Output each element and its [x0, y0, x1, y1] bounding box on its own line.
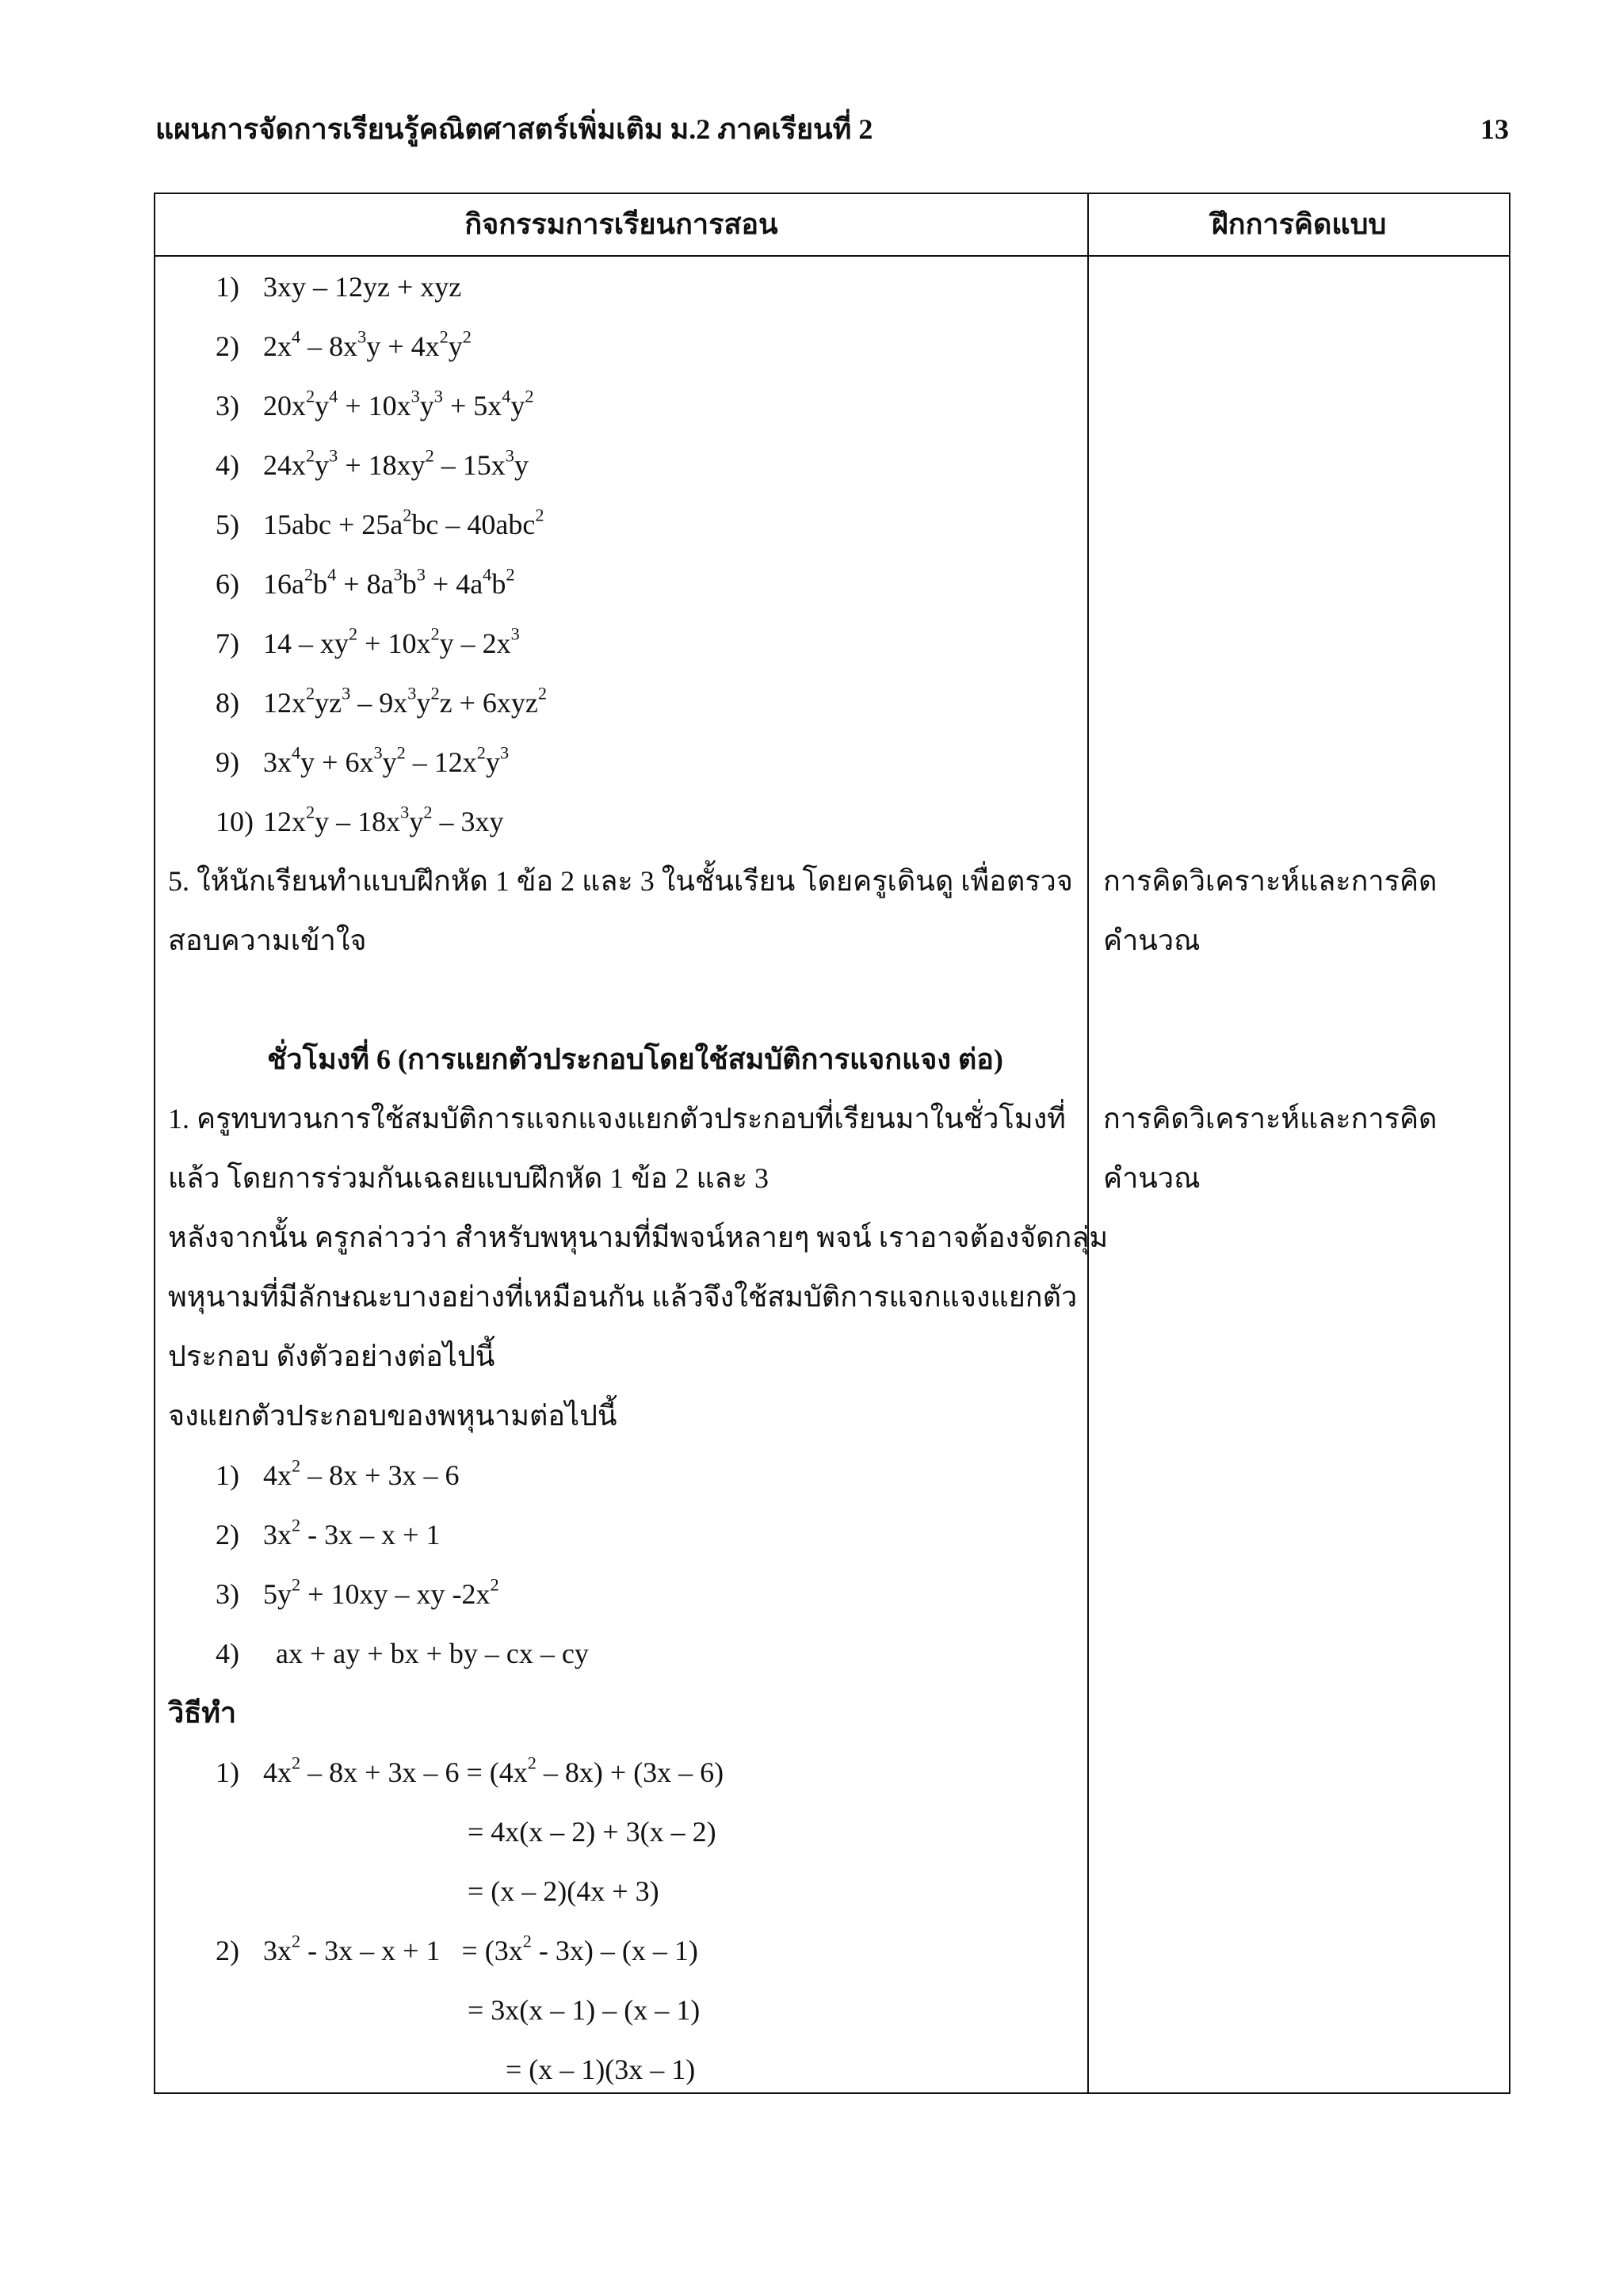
solution-2-step-1 — [216, 1931, 698, 1970]
math-expression: $4x^2 - 8x + 3x - 6 = (4x^2 - 8x) + (3x - 6)$ — [263, 1753, 724, 1788]
math-expression: $3x^2 - 3x - x + 1 = (3x^2 - 3x) - (x - 1)$ — [263, 1931, 698, 1966]
header-activities: กิจกรรมการเรียนการสอน — [464, 208, 778, 240]
hour6-para-line-5: ประกอบ ดังตัวอย่างต่อไปนี้ — [168, 1341, 495, 1372]
example-number: 1) — [216, 1459, 239, 1491]
step5-line-2: สอบความเข้าใจ — [168, 925, 367, 956]
solution-number: 2) — [216, 1935, 239, 1966]
exercise-number: 3) — [216, 390, 239, 421]
math-expression: $4x^2 - 8x + 3x - 6$ — [263, 1455, 460, 1491]
exercise-number: 8) — [216, 687, 239, 719]
page-number: 13 — [1480, 113, 1509, 145]
solution-1-step-1 — [216, 1753, 724, 1792]
solution-2-step-3: = (x – 1)(3x – 1) — [506, 2054, 696, 2085]
exercise-number: 2) — [216, 330, 239, 362]
hour6-title: ชั่วโมงที่ 6 (การแยกตัวประกอบโดยใช้สมบัติการแจกแจง ต่อ) — [267, 1043, 1003, 1075]
example-number: 3) — [216, 1578, 239, 1610]
math-expression: $3x^2 - 3x - x + 1$ — [263, 1515, 441, 1550]
exercise-3 — [216, 386, 534, 425]
hour6-para-line-3: หลังจากนั้น ครูกล่าวว่า สำหรับพหุนามที่มีพจน์หลายๆ พจน์ เราอาจต้องจัดกลุ่ม — [168, 1222, 1109, 1253]
step5-thinking-line-2: คำนวณ — [1103, 925, 1201, 956]
math-expression: $12x^2y - 18x^3y^2 - 3xy$ — [263, 802, 504, 837]
math-expression: $12x^2yz^3 - 9x^3y^2z + 6xyz^2$ — [263, 683, 548, 719]
hour6-thinking-line-2: คำนวณ — [1103, 1162, 1201, 1194]
exercise-number: 10) — [216, 806, 254, 837]
math-expression: ax + ay + bx + by – cx – cy — [276, 1638, 589, 1669]
exercise-number: 7) — [216, 627, 239, 659]
example-1 — [216, 1455, 459, 1495]
header-thinking-type: ฝึกการคิดแบบ — [1211, 208, 1387, 240]
exercise-6 — [216, 564, 514, 604]
math-expression: $3x^4y + 6x^3y^2 - 12x^2y^3$ — [263, 742, 510, 778]
example-2 — [216, 1515, 440, 1554]
solution-number: 1) — [216, 1756, 239, 1788]
hour6-para-line-1: 1. ครูทบทวนการใช้สมบัติการแจกแจงแยกตัวประกอบที่เรียนมาในชั่วโมงที่ — [168, 1103, 1066, 1135]
step5-line-1: 5. ให้นักเรียนทำแบบฝึกหัด 1 ข้อ 2 และ 3 ในชั้นเรียน โดยครูเดินดู เพื่อตรวจ — [168, 865, 1073, 897]
example-3 — [216, 1574, 499, 1614]
math-expression: $20x^2y^4 + 10x^3y^3 + 5x^4y^2$ — [263, 386, 534, 421]
example-number: 2) — [216, 1519, 239, 1550]
solution-1-step-2: = 4x(x – 2) + 3(x – 2) — [468, 1816, 716, 1848]
solution-label: วิธีทำ — [168, 1697, 237, 1729]
exercise-4 — [216, 445, 529, 485]
exercise-5 — [216, 505, 544, 544]
page-header-title: แผนการจัดการเรียนรู้คณิตศาสตร์เพิ่มเติม ม.2 ภาคเรียนที่ 2 — [155, 113, 873, 145]
hour6-para-line-2: แล้ว โดยการร่วมกันเฉลยแบบฝึกหัด 1 ข้อ 2 และ 3 — [168, 1162, 769, 1194]
table-header-row — [155, 194, 1509, 257]
math-expression: 3xy – 12yz + xyz — [263, 271, 462, 303]
exercise-7 — [216, 624, 520, 663]
math-expression: $24x^2y^3 + 18xy^2 - 15x^3y$ — [263, 445, 529, 481]
step5-thinking-line-1: การคิดวิเคราะห์และการคิด — [1103, 865, 1438, 897]
solution-1-step-3: = (x – 2)(4x + 3) — [468, 1875, 659, 1907]
exercise-2 — [216, 326, 472, 366]
math-expression: $5y^2 + 10xy$ – xy $-2x^2$ — [263, 1574, 499, 1610]
exercise-number: 5) — [216, 509, 239, 540]
example-number: 4) — [216, 1638, 239, 1669]
exercise-number: 1) — [216, 271, 239, 303]
math-expression: $2x^4 - 8x^3y + 4x^2y^2$ — [263, 326, 472, 362]
math-expression: $16a^2b^4 + 8a^3b^3 + 4a^4b^2$ — [263, 564, 515, 600]
solution-2-step-2: = 3x(x – 1) – (x – 1) — [468, 1994, 701, 2026]
exercise-number: 4) — [216, 449, 239, 481]
hour6-para-line-4: พหุนามที่มีลักษณะบางอย่างที่เหมือนกัน แล้วจึงใช้สมบัติการแจกแจงแยกตัว — [168, 1281, 1078, 1313]
exercise-number: 9) — [216, 746, 239, 778]
column-divider — [1087, 194, 1089, 2092]
example-4 — [216, 1634, 589, 1673]
exercise-1 — [216, 267, 461, 307]
math-expression: $15abc + 25a^2bc - 40abc^2$ — [263, 505, 544, 540]
hour6-thinking-line-1: การคิดวิเคราะห์และการคิด — [1103, 1103, 1438, 1135]
math-expression: $14 - xy^2 + 10x^2y - 2x^3$ — [263, 624, 520, 659]
exercise-10 — [216, 802, 503, 841]
hour6-para-line-6: จงแยกตัวประกอบของพหุนามต่อไปนี้ — [168, 1400, 617, 1432]
exercise-9 — [216, 742, 509, 782]
exercise-8 — [216, 683, 547, 723]
exercise-number: 6) — [216, 568, 239, 600]
